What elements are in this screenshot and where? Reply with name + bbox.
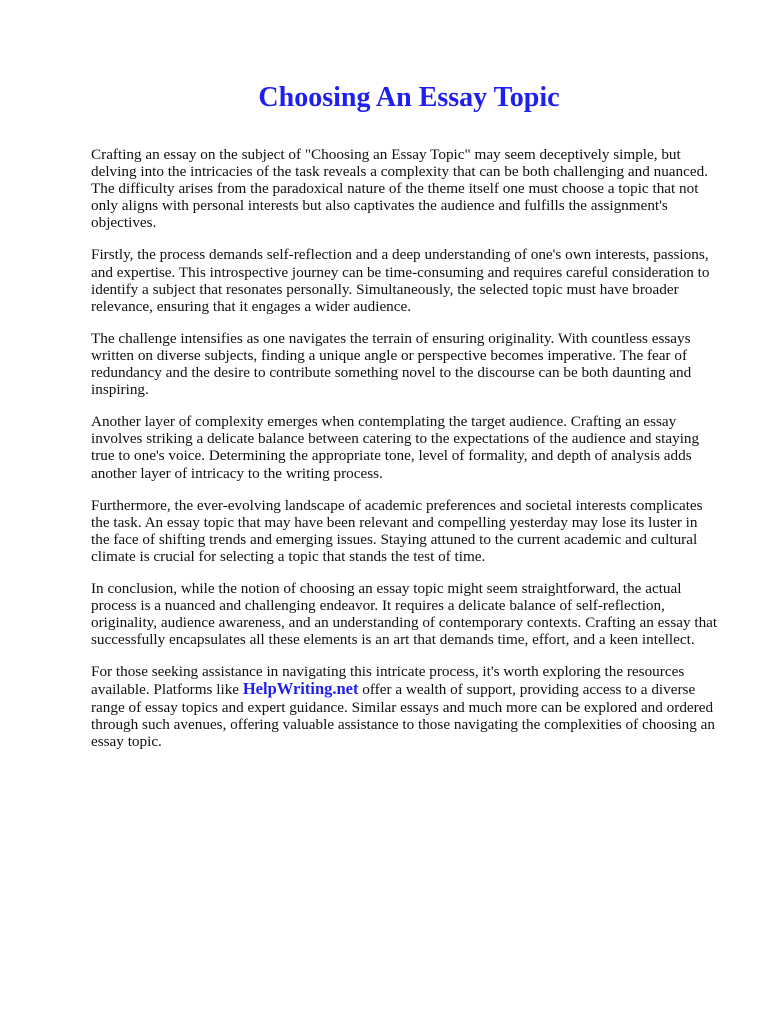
closing-text-before-link: For those seeking assistance in navigating this intricate process, it's worth exploring the resources available. Platforms like — [91, 663, 685, 699]
paragraph-evolving-landscape: Furthermore, the ever-evolving landscape of academic preferences and societal interests complicates the task. An essay topic that may have been relevant and compelling yesterday may lose its luster in the face of shifting trends and emerging issues. Staying attuned to the current academic and cultural climate is crucial for selecting a topic that stands the test of time. — [91, 496, 703, 565]
paragraph-originality: The challenge intensifies as one navigates the terrain of ensuring originality. With countless essays written on diverse subjects, finding a unique angle or perspective becomes imperative. The fear of redundancy and the desire to contribute something novel to the discourse can be both daunting and inspiring. — [91, 329, 692, 399]
paragraph-conclusion: In conclusion, while the notion of choosing an essay topic might seem straightforward, the actual process is a nuanced and challenging endeavor. It requires a delicate balance of self-reflection, originality, audience awareness, and an understanding of contemporary contexts. Crafting an essay that successfully encapsulates all these elements is an art that demands time, effort, and a keen intellect. — [91, 579, 718, 649]
document-title: Choosing An Essay Topic — [258, 82, 560, 113]
paragraph-closing — [91, 663, 719, 749]
paragraph-self-reflection: Firstly, the process demands self-reflection and a deep understanding of one's own interests, passions, and expertise. This introspective journey can be time-consuming and requires careful consideration to identify a subject that resonates personally. Simultaneously, the selected topic must have broader relevance, ensuring that it engages a wider audience. — [91, 246, 710, 315]
paragraph-audience: Another layer of complexity emerges when contemplating the target audience. Crafting an essay involves striking a delicate balance between catering to the expectations of the audience and staying true to one's voice. Determining the appropriate tone, level of formality, and depth of analysis adds another layer of intricacy to the writing process. — [91, 413, 700, 482]
document-body — [91, 146, 719, 765]
helpwriting-link[interactable]: HelpWriting.net — [242, 679, 359, 699]
paragraph-intro: Crafting an essay on the subject of "Choosing an Essay Topic" may seem deceptively simple, but delving into the intricacies of the task reveals a complexity that can be both challenging and nuanced. The difficulty arises from the paradoxical nature of the theme itself one must choose a topic that not only aligns with personal interests but also captivates the audience and fulfills the assignment's objectives. — [91, 146, 708, 232]
closing-text-after-link: offer a wealth of support, providing access to a diverse range of essay topics and expert guidance. Similar essays and much more can be explored and ordered through such avenues, offering valuable assistance to those navigating the complexities of choosing an essay topic. — [91, 681, 715, 750]
